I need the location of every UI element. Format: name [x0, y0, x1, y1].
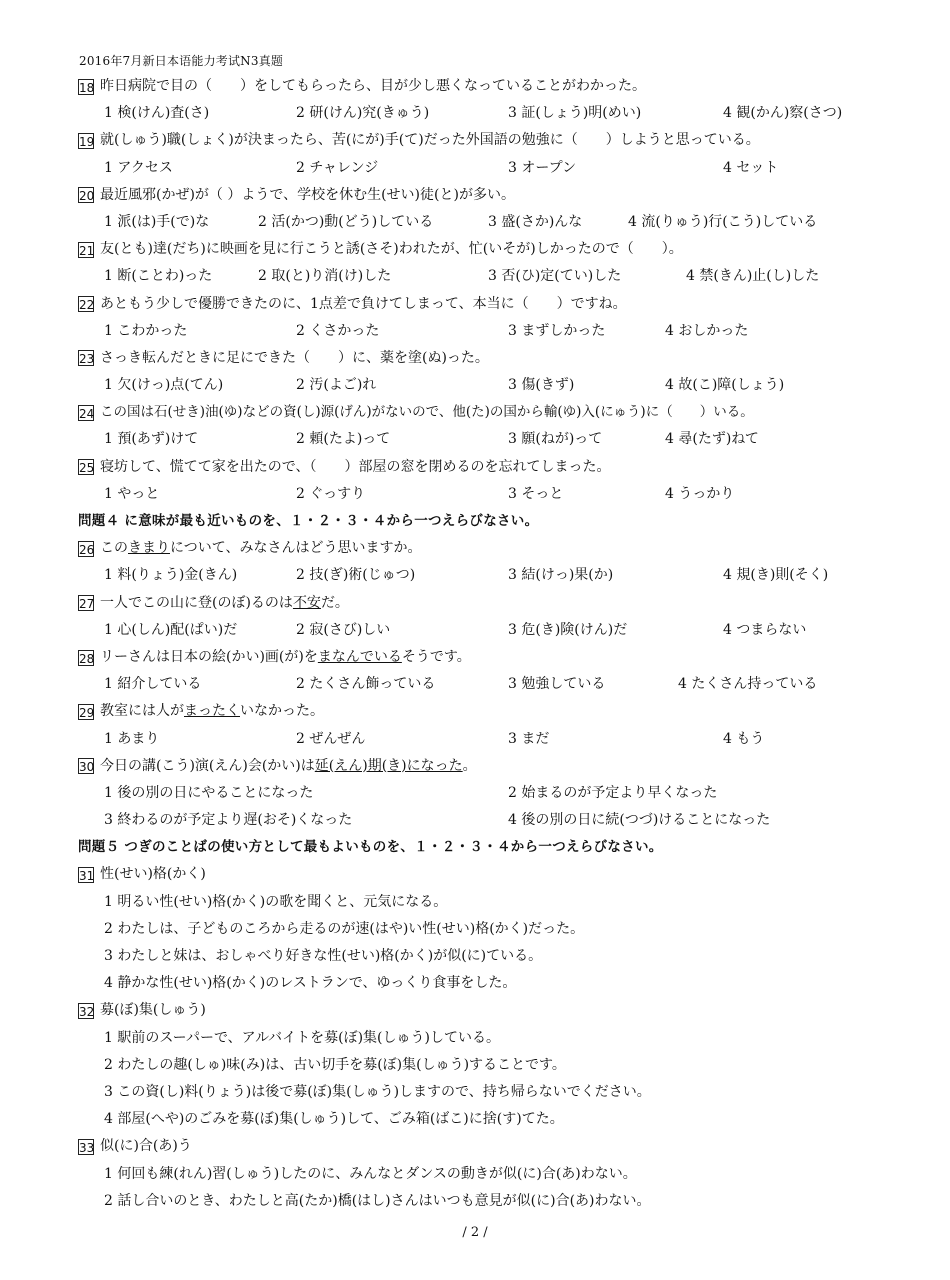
question-number: 27	[79, 597, 95, 612]
option-sentence: 4 静かな性(せい)格(かく)のレストランで、ゆっくり食事をした。	[104, 975, 517, 992]
question-number: 18	[79, 80, 95, 95]
option: 3 証(しょう)明(めい)	[508, 105, 642, 122]
option: 3 オープン	[508, 159, 577, 176]
question-text-pre: 一人でこの山に登(のぼ)るのは	[100, 594, 293, 611]
options-26	[78, 562, 928, 589]
question-number: 32	[79, 1004, 95, 1019]
options-18	[78, 100, 928, 127]
options-19	[78, 155, 928, 182]
underlined-word: 不安	[292, 594, 321, 611]
option: 4 観(かん)察(さつ)	[723, 105, 843, 122]
page-header: 2016年7月新日本语能力考试N3真题	[79, 54, 284, 68]
options-24	[78, 426, 928, 453]
option: 3 盛(さか)んな	[488, 213, 583, 230]
question-33	[78, 1133, 928, 1160]
option-sentence: 1 何回も練(れん)習(しゅう)したのに、みんなとダンスの動きが似(に)合(あ)わない。	[104, 1165, 637, 1182]
question-text: この国は石(せき)油(ゆ)などの資(し)源(げん)がないので、他(た)の国から輸(ゆ)入(にゅう)に（ ）いる。	[100, 404, 754, 421]
option: 3 結(けっ)果(か)	[508, 567, 614, 584]
option: 3 終わるのが予定より遅(おそ)くなった	[104, 812, 353, 829]
option: 3 否(ひ)定(てい)した	[488, 268, 622, 285]
question-number: 30	[79, 760, 95, 775]
question-number: 20	[79, 189, 95, 204]
option: 4 後の別の日に続(つづ)けることになった	[508, 812, 771, 829]
option: 4 故(こ)障(しょう)	[665, 377, 785, 394]
question-number: 22	[79, 298, 95, 313]
option: 1 後の別の日にやることになった	[104, 784, 314, 801]
option: 1 断(ことわ)った	[104, 268, 213, 285]
underlined-word: まったく	[184, 703, 240, 720]
option: 4 流(りゅう)行(こう)している	[628, 213, 818, 230]
option: 3 願(ねが)って	[508, 431, 603, 448]
question-text: 友(とも)達(だち)に映画を見に行こうと誘(さそ)われたが、忙(いそが)しかったので（ ）。	[100, 241, 683, 258]
options-28	[78, 671, 928, 698]
question-text-post: そうです。	[401, 648, 471, 665]
option: 1 こわかった	[104, 322, 188, 339]
option: 2 活(かつ)動(どう)している	[258, 213, 434, 230]
option: 4 セット	[723, 159, 779, 176]
page-number: / 2 /	[462, 1225, 488, 1240]
option: 1 検(けん)査(さ)	[104, 105, 210, 122]
question-text-pre: 今日の講(こう)演(えん)会(かい)は	[100, 757, 315, 774]
question-20	[78, 182, 928, 209]
question-text-pre: 教室には人が	[100, 703, 184, 720]
option-sentence: 4 部屋(へや)のごみを募(ぼ)集(しゅう)して、ごみ箱(ばこ)に捨(す)てた。	[104, 1111, 564, 1128]
option: 3 そっと	[508, 485, 564, 502]
option: 3 まずしかった	[508, 322, 606, 339]
option: 1 あまり	[104, 730, 160, 747]
question-text: 最近風邪(かぜ)が（ ）ようで、学校を休む生(せい)徒(と)が多い。	[100, 186, 515, 203]
question-30	[78, 753, 928, 780]
option: 2 ぐっすり	[296, 485, 366, 502]
option: 2 始まるのが予定より早くなった	[508, 784, 718, 801]
question-23	[78, 345, 928, 372]
question-text: さっき転んだときに足にできた（ ）に、薬を塗(ぬ)った。	[100, 349, 489, 366]
question-number: 23	[79, 352, 95, 367]
option: 3 まだ	[508, 730, 550, 747]
question-text-post: だ。	[320, 594, 349, 611]
question-26	[78, 535, 928, 562]
question-number: 33	[79, 1140, 95, 1155]
option: 1 紹介している	[104, 676, 202, 693]
question-number: 24	[79, 406, 95, 421]
option-sentence: 2 わたしの趣(しゅ)味(み)は、古い切手を募(ぼ)集(しゅう)することです。	[104, 1056, 566, 1073]
option: 4 規(き)則(そく)	[723, 567, 829, 584]
question-number: 25	[79, 461, 95, 476]
option-sentence: 1 駅前のスーパーで、アルバイトを募(ぼ)集(しゅう)している。	[104, 1029, 500, 1046]
option: 2 頼(たよ)って	[296, 431, 391, 448]
option: 4 たくさん持っている	[678, 676, 818, 693]
section-4-heading: 問題４ に意味が最も近いものを、１・２・３・４から一つえらびなさい。	[78, 513, 539, 529]
option: 1 預(あず)けて	[104, 431, 199, 448]
options-30-row1	[78, 780, 928, 807]
option: 1 料(りょう)金(きん)	[104, 567, 238, 584]
option: 2 ぜんぜん	[296, 730, 366, 747]
option: 4 つまらない	[723, 621, 807, 638]
question-number: 19	[79, 134, 95, 149]
option: 1 やっと	[104, 485, 160, 502]
option: 2 チャレンジ	[296, 159, 379, 176]
underlined-word: 延(えん)期(き)になった	[314, 757, 463, 774]
question-number: 21	[79, 243, 95, 258]
target-word: 似(に)合(あ)う	[100, 1138, 192, 1155]
question-28	[78, 644, 928, 671]
option: 4 尋(たず)ねて	[665, 431, 759, 448]
question-text: 寝坊して、慌てて家を出たので、（ ）部屋の窓を閉めるのを忘れてしまった。	[100, 458, 611, 475]
question-text-post: 。	[462, 757, 477, 774]
options-23	[78, 372, 928, 399]
options-25	[78, 481, 928, 508]
section-5-heading: 問題５ つぎのことばの使い方として最もよいものを、１・２・３・４から一つえらびなさい。	[78, 839, 663, 856]
option: 3 勉強している	[508, 676, 606, 693]
option: 1 派(は)手(で)な	[104, 213, 210, 230]
option-sentence: 3 わたしと妹は、おしゃべり好きな性(せい)格(かく)が似(に)ている。	[104, 948, 543, 964]
option-sentence: 3 この資(し)料(りょう)は後で募(ぼ)集(しゅう)しますので、持ち帰らないでください。	[104, 1083, 651, 1100]
question-number: 28	[79, 651, 95, 666]
question-text: 就(しゅう)職(しょく)が決まったら、苦(にが)手(て)だった外国語の勉強に（ ）しようと思っている。	[100, 132, 760, 149]
option-sentence: 1 明るい性(せい)格(かく)の歌を聞くと、元気になる。	[104, 893, 448, 910]
question-22	[78, 291, 928, 318]
question-27	[78, 590, 928, 617]
options-22	[78, 318, 928, 345]
option: 4 禁(きん)止(し)した	[686, 268, 820, 285]
option: 4 もう	[723, 730, 765, 747]
question-text-post: いなかった。	[240, 703, 324, 720]
question-text-post: について、みなさんはどう思いますか。	[170, 540, 422, 557]
question-19	[78, 127, 928, 154]
option: 2 寂(さび)しい	[296, 621, 391, 638]
question-29	[78, 698, 928, 725]
question-text: あともう少しで優勝できたのに、1点差で負けてしまって、本当に（ ）ですね。	[100, 295, 627, 312]
question-text-pre: リーさんは日本の絵(かい)画(が)を	[100, 648, 318, 665]
option: 2 くさかった	[296, 322, 380, 339]
option-sentence: 2 わたしは、子どものころから走るのが速(はや)い性(せい)格(かく)だった。	[104, 920, 585, 937]
question-21	[78, 236, 928, 263]
question-text: 昨日病院で目の（ ）をしてもらったら、目が少し悪くなっていることがわかった。	[100, 78, 646, 94]
question-25	[78, 454, 928, 481]
option: 4 おしかった	[665, 322, 749, 339]
question-31	[78, 861, 928, 888]
option: 3 傷(きず)	[508, 377, 575, 394]
question-number: 26	[79, 542, 95, 557]
options-21	[78, 263, 928, 290]
underlined-word: まなんでいる	[317, 648, 402, 665]
target-word: 募(ぼ)集(しゅう)	[100, 1002, 206, 1019]
option: 2 汚(よご)れ	[296, 377, 377, 394]
target-word: 性(せい)格(かく)	[100, 866, 206, 883]
option: 4 うっかり	[665, 485, 735, 502]
underlined-word: きまり	[128, 540, 170, 557]
option: 3 危(き)険(けん)だ	[508, 621, 628, 638]
options-30-row2	[78, 807, 928, 834]
question-32	[78, 997, 928, 1024]
question-18	[78, 73, 928, 100]
option-sentence: 2 話し合いのとき、わたしと高(たか)橋(はし)さんはいつも意見が似(に)合(あ)わない。	[104, 1192, 651, 1209]
question-number: 31	[79, 869, 95, 884]
option: 1 心(しん)配(ぱい)だ	[104, 621, 238, 638]
option: 2 技(ぎ)術(じゅつ)	[296, 567, 416, 584]
options-20	[78, 209, 928, 236]
option: 2 研(けん)究(きゅう)	[296, 105, 430, 122]
option: 1 欠(けっ)点(てん)	[104, 377, 224, 394]
option: 2 たくさん飾っている	[296, 676, 436, 693]
exam-content	[78, 73, 928, 1215]
question-number: 29	[79, 705, 95, 720]
question-24	[78, 399, 928, 426]
option: 1 アクセス	[104, 159, 173, 176]
options-29	[78, 726, 928, 753]
question-text-pre: この	[100, 540, 128, 557]
option: 2 取(と)り消(け)した	[258, 268, 392, 285]
options-27	[78, 617, 928, 644]
